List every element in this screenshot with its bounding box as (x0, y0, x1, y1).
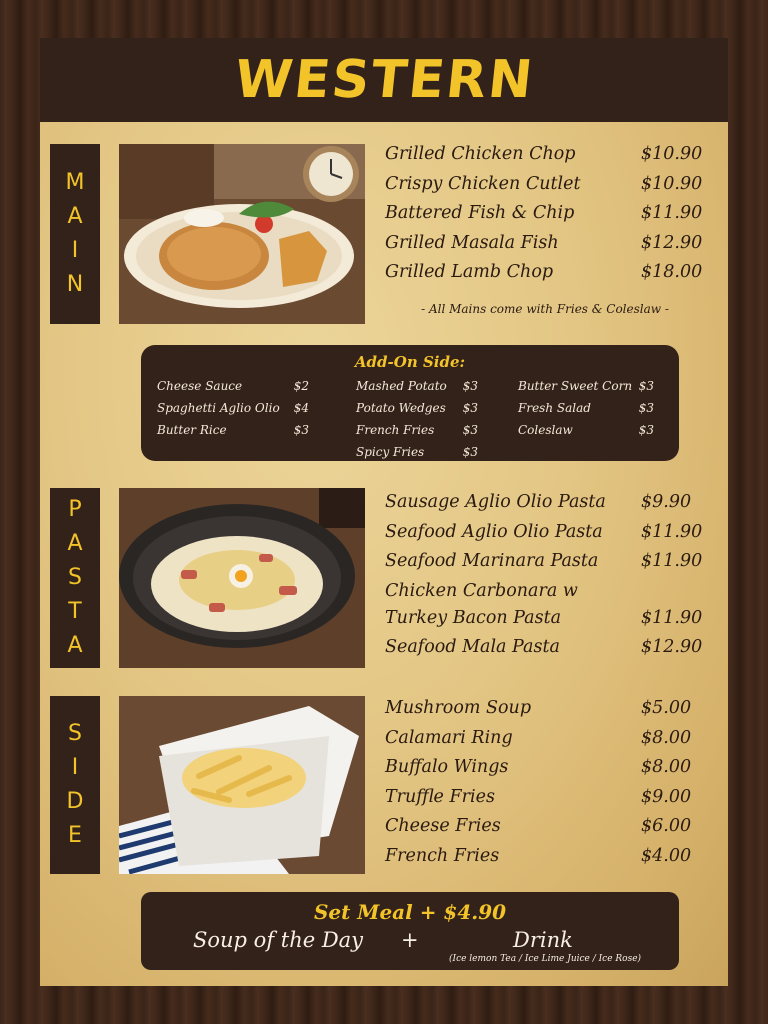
item-name: Grilled Chicken Chop (385, 144, 576, 164)
addon-price: $2 (293, 379, 309, 393)
addon-name: Mashed Potato (356, 379, 447, 393)
menu-item (385, 581, 705, 608)
addon-price: $3 (293, 423, 309, 437)
addon-name: Butter Rice (157, 423, 227, 437)
item-price: $8.00 (641, 727, 692, 748)
side-items (385, 698, 705, 875)
item-name: Cheese Fries (385, 816, 501, 836)
tab-letter: S (68, 565, 82, 590)
tab-letter: A (67, 204, 83, 229)
tab-letter: I (71, 238, 79, 263)
menu-item (385, 787, 705, 817)
menu-item (385, 203, 705, 233)
item-price: $4.00 (641, 845, 692, 866)
addon-name: Butter Sweet Corn (518, 379, 633, 393)
item-price: $8.00 (641, 757, 692, 777)
addon-price: $3 (638, 401, 654, 415)
addon-price: $3 (638, 379, 654, 393)
menu-item (385, 816, 705, 846)
item-price: $6.00 (641, 816, 692, 836)
set-meal-box (141, 892, 679, 970)
tab-letter: P (68, 497, 82, 522)
page-title: WESTERN (231, 50, 537, 110)
addon-item (518, 401, 654, 423)
section-tab-side (50, 696, 100, 874)
pasta-items (385, 492, 705, 667)
menu-item (385, 637, 705, 667)
drink-options: (Ice lemon Tea / Ice Lime Juice / Ice Rose) (449, 954, 642, 964)
section-tab-pasta (50, 488, 100, 668)
item-name: Mushroom Soup (385, 698, 532, 718)
tab-letter: M (65, 170, 85, 195)
item-name: Calamari Ring (385, 727, 513, 748)
item-name: Grilled Masala Fish (385, 232, 559, 253)
item-name: Seafood Aglio Olio Pasta (385, 521, 603, 542)
menu-item (385, 144, 705, 174)
addon-price: $3 (462, 423, 478, 437)
item-price: $12.90 (641, 232, 703, 253)
addon-item (356, 379, 478, 401)
addon-column-1 (157, 379, 309, 445)
tab-letter: E (68, 823, 82, 848)
addon-item (356, 401, 478, 423)
addon-name: Fresh Salad (518, 401, 591, 415)
set-meal-drink: Drink (513, 928, 573, 952)
addon-item (518, 379, 654, 401)
addon-item (356, 445, 478, 467)
section-tab-main (50, 144, 100, 324)
addon-price: $4 (293, 401, 309, 415)
menu-item (385, 174, 705, 204)
item-price: $11.90 (641, 203, 703, 223)
set-meal-soup: Soup of the Day (193, 928, 364, 952)
main-dish-photo (119, 144, 365, 324)
item-price: $18.00 (641, 262, 703, 282)
addon-name: Spaghetti Aglio Olio (157, 401, 280, 415)
item-name: Sausage Aglio Olio Pasta (385, 492, 606, 512)
item-price: $9.00 (641, 786, 692, 807)
menu-item (385, 522, 705, 552)
addon-item (356, 423, 478, 445)
addon-item (518, 423, 654, 445)
addon-name: Spicy Fries (356, 445, 425, 459)
item-price: $10.90 (641, 144, 703, 164)
menu-item (385, 233, 705, 263)
title-banner (40, 38, 728, 122)
item-name: Truffle Fries (385, 786, 495, 807)
item-price: $5.00 (641, 698, 692, 718)
addon-name: Cheese Sauce (157, 379, 243, 393)
side-dish-photo (119, 696, 365, 874)
item-name: Seafood Marinara Pasta (385, 551, 599, 571)
addon-item (157, 423, 309, 445)
menu-item (385, 492, 705, 522)
addon-name: Potato Wedges (356, 401, 446, 415)
main-items (385, 144, 705, 292)
addon-price: $3 (462, 379, 478, 393)
tab-letter: T (68, 599, 82, 624)
item-name: Grilled Lamb Chop (385, 262, 554, 282)
set-meal-title: Set Meal + $4.90 (313, 900, 507, 924)
menu-item (385, 262, 705, 292)
addon-title: Add-On Side: (354, 353, 466, 371)
item-price: $9.90 (641, 492, 692, 512)
item-name: Crispy Chicken Cutlet (385, 173, 581, 194)
item-name: Buffalo Wings (385, 757, 509, 777)
menu-item (385, 698, 705, 728)
menu-item (385, 608, 705, 638)
menu-item (385, 728, 705, 758)
item-name: Seafood Mala Pasta (385, 637, 560, 657)
item-price: $11.90 (641, 551, 703, 571)
tab-letter: S (68, 721, 82, 746)
addon-name: French Fries (356, 423, 435, 437)
addon-box (141, 345, 679, 461)
item-name: French Fries (385, 845, 500, 866)
set-meal-plus: + (401, 928, 419, 952)
tab-letter: N (66, 272, 84, 297)
menu-item (385, 846, 705, 876)
tab-letter: A (67, 633, 83, 658)
pasta-dish-photo (119, 488, 365, 668)
item-name: Turkey Bacon Pasta (385, 607, 562, 628)
mains-note: - All Mains come with Fries & Coleslaw - (421, 302, 669, 316)
menu-item (385, 551, 705, 581)
addon-column-2 (356, 379, 478, 467)
item-price: $10.90 (641, 173, 703, 194)
item-name: Chicken Carbonara w (385, 580, 578, 601)
addon-column-3 (518, 379, 654, 445)
tab-letter: D (66, 789, 84, 814)
item-price: $11.90 (641, 521, 703, 542)
tab-letter: I (71, 755, 79, 780)
menu-page (40, 38, 728, 986)
addon-name: Coleslaw (518, 423, 573, 437)
item-price: $11.90 (641, 607, 703, 628)
addon-price: $3 (638, 423, 654, 437)
addon-item (157, 379, 309, 401)
tab-letter: A (67, 531, 83, 556)
item-name: Battered Fish & Chip (385, 203, 575, 223)
addon-price: $3 (462, 401, 478, 415)
item-price: $12.90 (641, 637, 703, 657)
addon-price: $3 (462, 445, 478, 459)
addon-item (157, 401, 309, 423)
menu-item (385, 757, 705, 787)
